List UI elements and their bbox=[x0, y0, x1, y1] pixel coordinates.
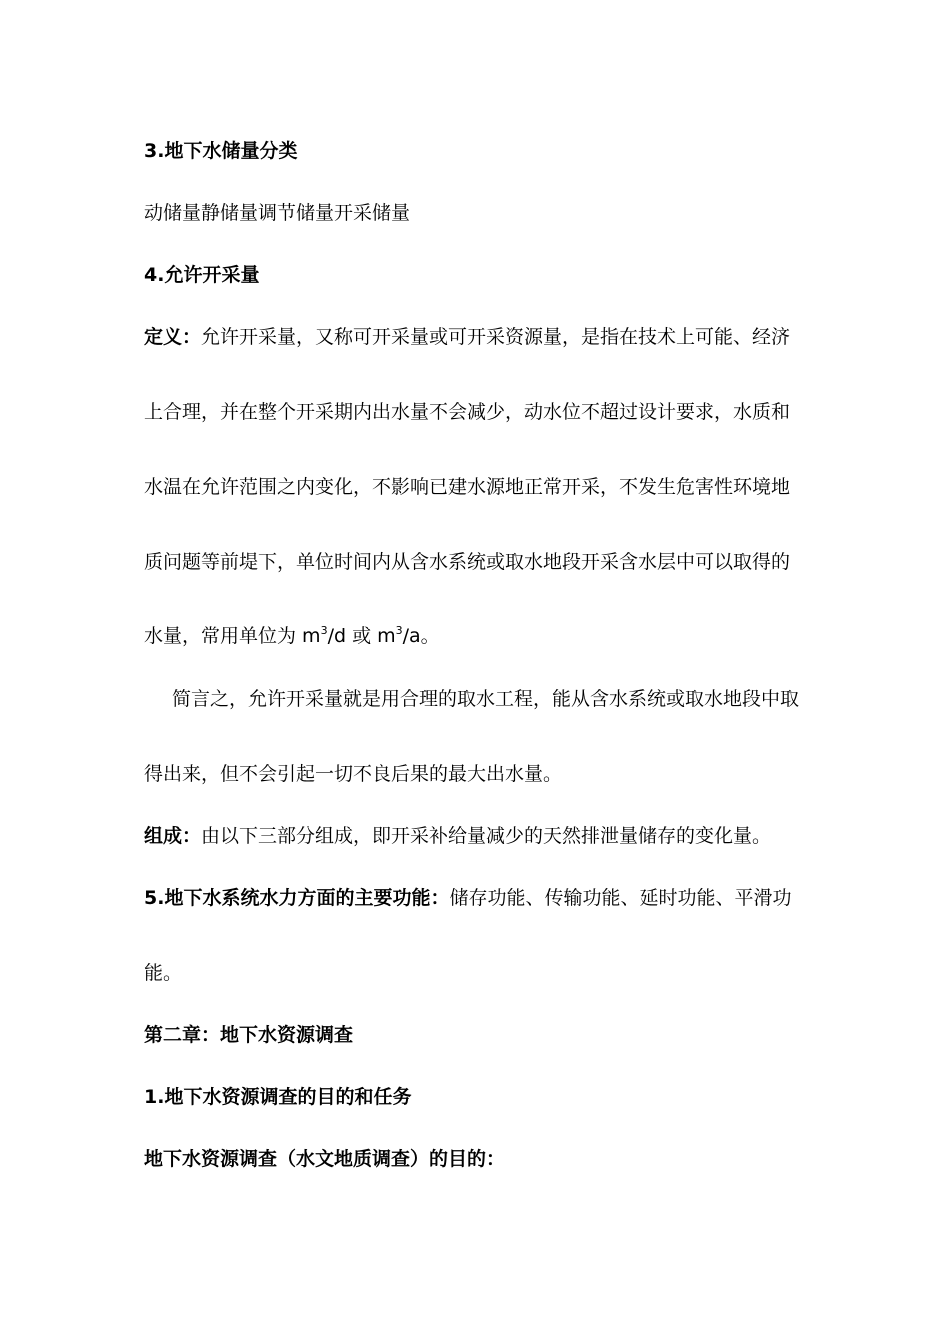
definition-text-5c: /a。 bbox=[402, 625, 440, 647]
storage-types-text: 动储量静储量调节储量开采储量 bbox=[144, 202, 411, 224]
definition-text-5b: /d 或 m bbox=[327, 625, 396, 647]
composition-text: 由以下三部分组成，即开采补给量减少的天然排泄量储存的变化量。 bbox=[201, 825, 772, 847]
definition-text-1: 允许开采量，又称可开采量或可开采资源量，是指在技术上可能、经济 bbox=[201, 326, 791, 348]
definition-line-3: 水温在允许范围之内变化，不影响已建水源地正常开采，不发生危害性环境地 bbox=[144, 476, 791, 498]
definition-label: 定义： bbox=[144, 326, 202, 348]
heading-storage-classification: 3.地下水储量分类 bbox=[144, 140, 298, 162]
heading-survey-purpose: 地下水资源调查（水文地质调查）的目的： bbox=[144, 1148, 506, 1170]
functions-text: 储存功能、传输功能、延时功能、平滑功 bbox=[449, 887, 792, 909]
superscript-3: 3 bbox=[395, 624, 403, 637]
brief-line-1: 简言之，允许开采量就是用合理的取水工程，能从含水系统或取水地段中取 bbox=[172, 688, 800, 710]
brief-line-2: 得出来，但不会引起一切不良后果的最大出水量。 bbox=[144, 763, 563, 785]
chapter-2-title: 第二章：地下水资源调查 bbox=[144, 1024, 354, 1046]
definition-line-4: 质问题等前堤下，单位时间内从含水系统或取水地段开采含水层中可以取得的 bbox=[144, 551, 791, 573]
functions-line-cont: 能。 bbox=[144, 962, 183, 984]
definition-line-2: 上合理，并在整个开采期内出水量不会减少，动水位不超过设计要求，水质和 bbox=[144, 401, 791, 423]
superscript-3: 3 bbox=[320, 624, 328, 637]
heading-allowable-yield: 4.允许开采量 bbox=[144, 264, 260, 286]
definition-line-5 bbox=[144, 624, 814, 648]
definition-text-5a: 水量，常用单位为 m bbox=[144, 625, 321, 647]
functions-line bbox=[144, 886, 814, 910]
composition-line bbox=[144, 824, 814, 848]
definition-line-1 bbox=[144, 325, 814, 349]
functions-label: 5.地下水系统水力方面的主要功能： bbox=[144, 887, 450, 909]
heading-survey-purpose-tasks: 1.地下水资源调查的目的和任务 bbox=[144, 1086, 412, 1108]
composition-label: 组成： bbox=[144, 825, 202, 847]
